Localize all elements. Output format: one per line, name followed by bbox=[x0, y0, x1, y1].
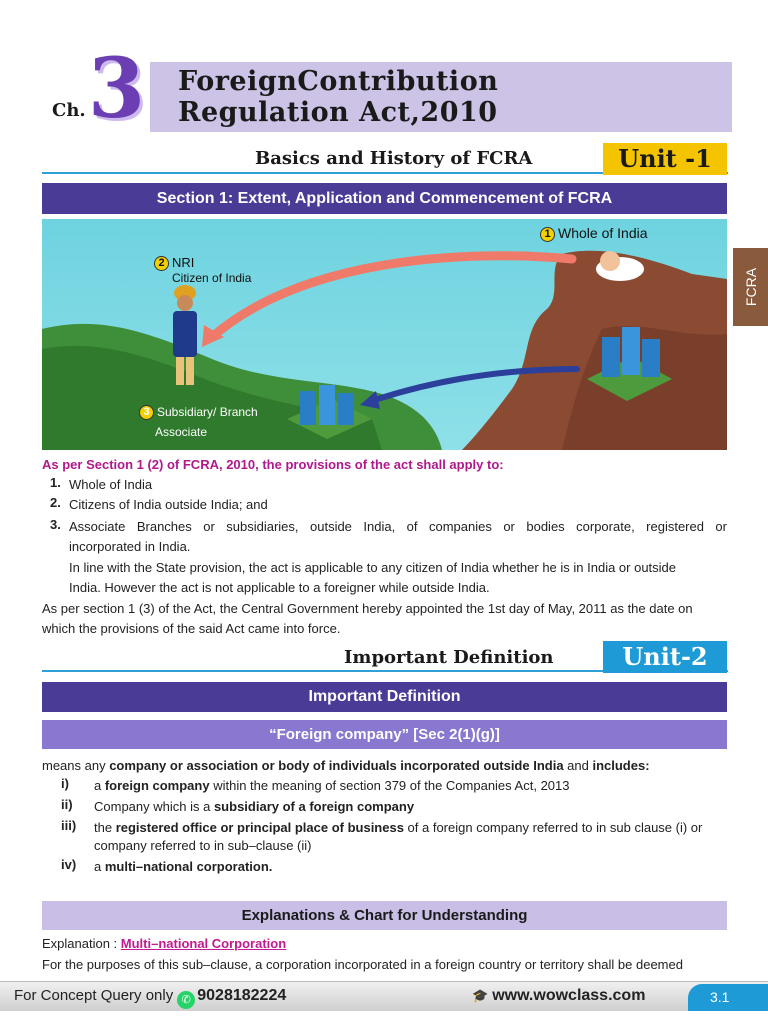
list-number: i) bbox=[61, 776, 69, 791]
section1-title: Section 1: Extent, Application and Commencement of FCRA bbox=[42, 183, 727, 214]
unit1-badge: Unit -1 bbox=[603, 143, 727, 175]
paragraph-line: which the provisions of the said Act came into force. bbox=[42, 621, 341, 636]
list-number: ii) bbox=[61, 797, 73, 812]
whatsapp-icon: ✆ bbox=[177, 991, 195, 1009]
number-badge-2: 2 bbox=[154, 256, 169, 271]
definition-item: the registered office or principal place of business of a foreign company referred to in sub clause (i) or bbox=[94, 820, 703, 835]
side-tab-fcra: FCRA bbox=[733, 248, 768, 326]
definition-item: Company which is a subsidiary of a foreign company bbox=[94, 799, 415, 814]
label-whole-of-india: 1 Whole of India bbox=[540, 225, 648, 242]
footer-phone[interactable]: 9028182224 bbox=[197, 987, 287, 1004]
chapter-number: 3 bbox=[88, 41, 146, 137]
page-footer bbox=[0, 981, 768, 1011]
chapter-title-line1: ForeignContribution bbox=[178, 66, 499, 97]
number-badge-1: 1 bbox=[540, 227, 555, 242]
list-number: 2. bbox=[50, 495, 61, 510]
list-number: iv) bbox=[61, 857, 77, 872]
footer-website[interactable]: 🎓 www.wowclass.com bbox=[472, 987, 646, 1004]
paragraph-line: As per section 1 (3) of the Act, the Central Government hereby appointed the 1st day of May, 2011 as the date on bbox=[42, 601, 693, 616]
list-item: Whole of India bbox=[69, 477, 153, 492]
chapter-title-line2: Regulation Act,2010 bbox=[178, 97, 498, 128]
foreign-company-bar: “Foreign company” [Sec 2(1)(g)] bbox=[42, 720, 727, 749]
explanations-bar: Explanations & Chart for Understanding bbox=[42, 901, 727, 930]
paragraph-line: India. However the act is not applicable to a foreigner while outside India. bbox=[69, 580, 490, 595]
chapter-title bbox=[178, 66, 498, 128]
list-item: Associate Branches or subsidiaries, outside India, of companies or bodies corporate, registered or bbox=[69, 519, 727, 534]
multinational-corporation-link[interactable]: Multi–national Corporation bbox=[120, 936, 287, 951]
fcra-applicability-illustration bbox=[42, 219, 727, 450]
definition-item: a foreign company within the meaning of section 379 of the Companies Act, 2013 bbox=[94, 778, 570, 793]
definition-item: a multi–national corporation. bbox=[94, 859, 273, 874]
explanation-label: Explanation : Multi–national Corporation bbox=[42, 936, 287, 951]
page-number: 3.1 bbox=[688, 984, 768, 1011]
list-number: 1. bbox=[50, 475, 61, 490]
unit2-badge: Unit-2 bbox=[603, 641, 727, 673]
number-badge-3: 3 bbox=[139, 405, 154, 420]
paragraph-line: In line with the State provision, the act is applicable to any citizen of India whether he is in India or outside bbox=[69, 560, 677, 575]
definition-item-continuation: company referred to in sub–clause (ii) bbox=[94, 838, 312, 853]
chapter-prefix: Ch. bbox=[52, 100, 86, 121]
label-subsidiary-branch: 3 Subsidiary/ Branch bbox=[139, 405, 258, 420]
unit2-title: Important Definition bbox=[344, 647, 554, 668]
label-nri: 2 NRI bbox=[154, 255, 194, 271]
applicability-intro: As per Section 1 (2) of FCRA, 2010, the provisions of the act shall apply to: bbox=[42, 457, 504, 472]
label-associate: Associate bbox=[155, 425, 208, 439]
list-number: 3. bbox=[50, 517, 61, 532]
definition-bar: Important Definition bbox=[42, 682, 727, 712]
list-item-continuation: incorporated in India. bbox=[69, 539, 191, 554]
explanation-text: For the purposes of this sub–clause, a corporation incorporated in a foreign country or territory shall be deemed bbox=[42, 957, 683, 972]
definition-lead: means any company or association or body of individuals incorporated outside India and includes: bbox=[42, 758, 650, 773]
list-number: iii) bbox=[61, 818, 77, 833]
list-item: Citizens of India outside India; and bbox=[69, 497, 268, 512]
label-citizen-of-india: Citizen of India bbox=[172, 271, 252, 285]
footer-query: For Concept Query only ✆ 9028182224 bbox=[14, 987, 286, 1009]
unit1-title: Basics and History of FCRA bbox=[255, 148, 533, 169]
graduation-cap-icon: 🎓 bbox=[472, 988, 489, 1003]
